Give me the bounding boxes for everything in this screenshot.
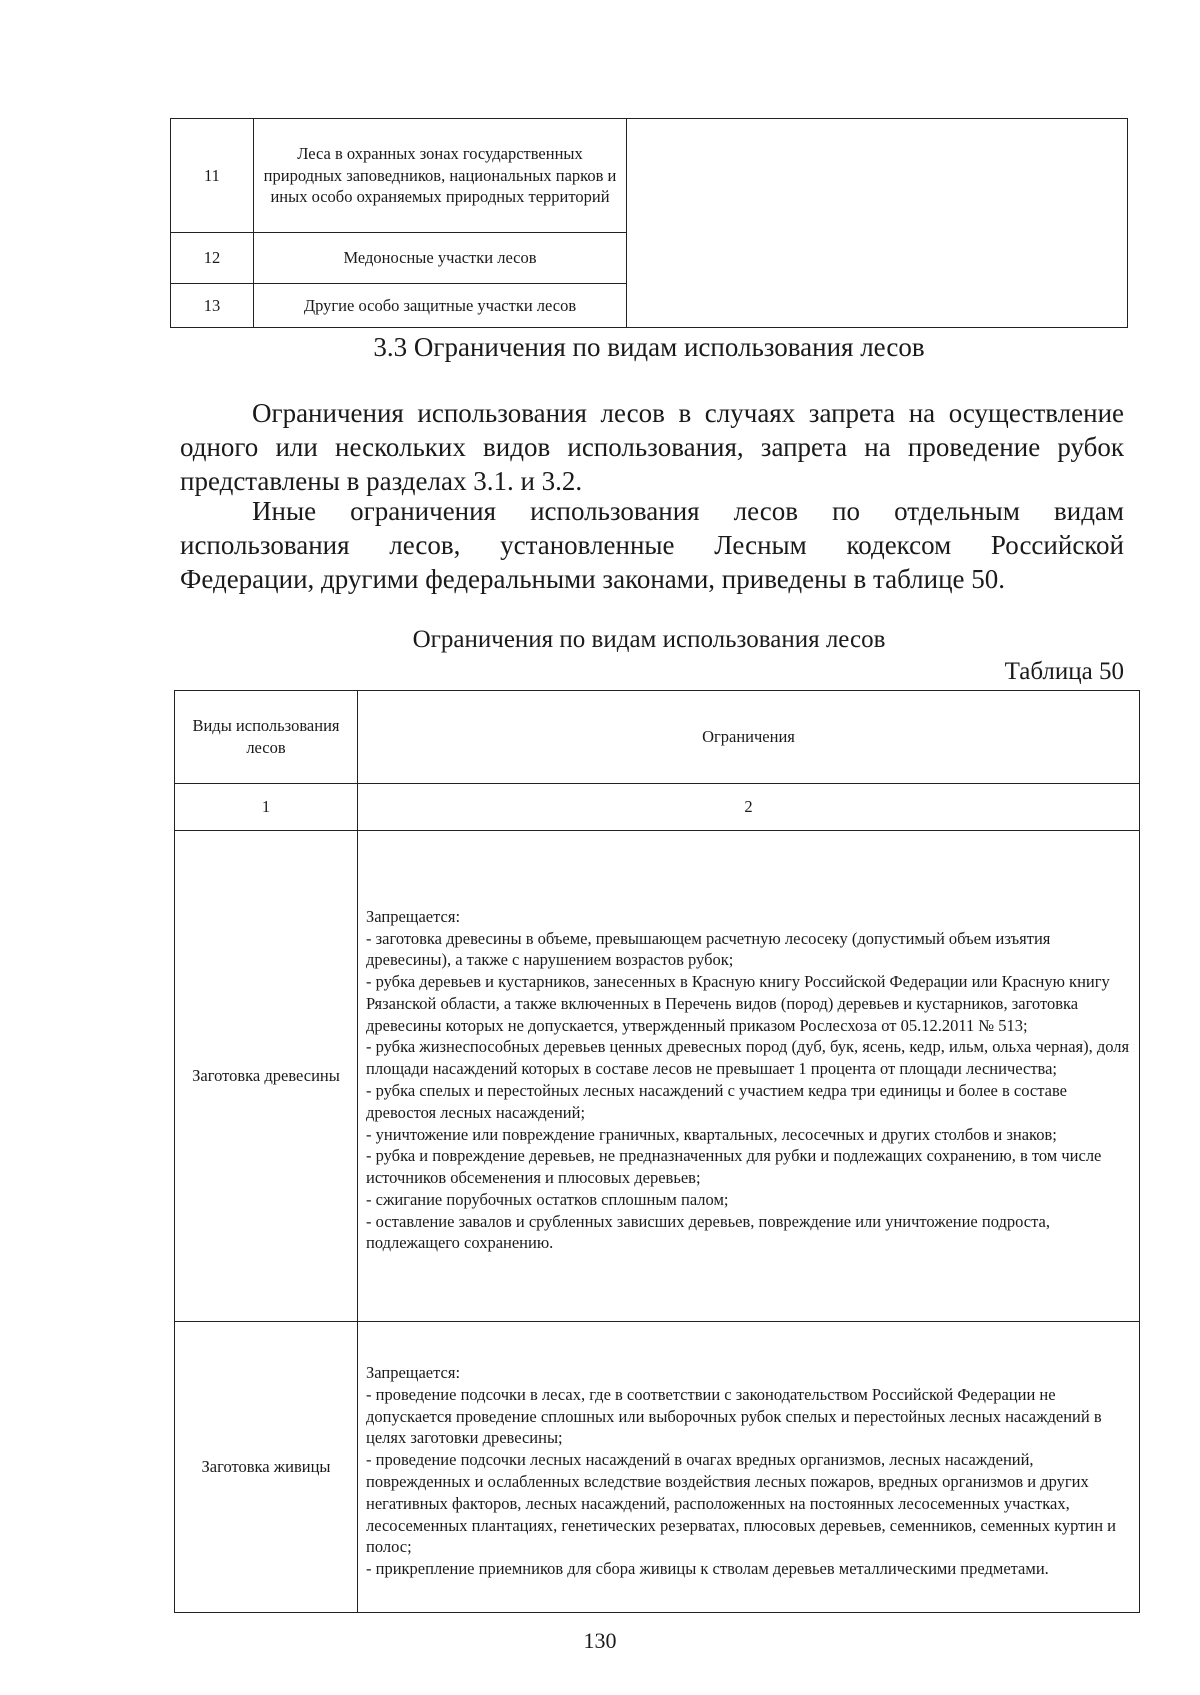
usage-kind: Заготовка древесины: [175, 831, 358, 1322]
table-row: [175, 1322, 1140, 1613]
restriction-line: - рубка деревьев и кустарников, занесенных в Красную книгу Российской Федерации или Красную книгу Рязанской области, а также включенных в Перечень видов (пород) деревьев и кустарников, заготовка древесины которых не допускается, утвержденный приказом Рослесхоза от 05.12.2011 № 513;: [366, 972, 1110, 1035]
restriction-line: - рубка жизнеспособных деревьев ценных древесных пород (дуб, бук, ясень, кедр, ильм, ольха черная), доля площади насаждений которых в составе лесов не превышает 1 процента от площади лесничества;: [366, 1037, 1130, 1079]
empty-cell: [627, 119, 1128, 328]
restriction-line: - прикрепление приемников для сбора живицы к стволам деревьев металлическими предметами.: [366, 1559, 1049, 1579]
paragraph-line: использования лесов, установленные Лесным кодексом Российской: [180, 530, 1124, 560]
restriction-line: - сжигание порубочных остатков сплошным палом;: [366, 1189, 729, 1209]
row-number: 12: [171, 233, 254, 284]
paragraph-line: одного или нескольких видов использования, запрета на проведение рубок: [180, 432, 1124, 462]
table-caption: Ограничения по видам использования лесов: [412, 626, 886, 653]
table-header-row: [175, 691, 1140, 784]
table-numbering-row: [175, 784, 1140, 831]
paragraph-other-restrictions: [180, 494, 1124, 596]
restriction-line: - заготовка древесины в объеме, превышающем расчетную лесосеку (допустимый объем изъятия древесины), а также с нарушением возрастов рубок;: [366, 928, 1051, 970]
paragraph-line: представлены в разделах 3.1. и 3.2.: [180, 466, 583, 496]
protected-areas-table: [170, 118, 1128, 328]
header-kind: Виды использования лесов: [175, 691, 358, 784]
restriction-line: - рубка спелых и перестойных лесных насаждений с участием кедра три единицы и более в составе древостоя лесных насаждений;: [366, 1081, 1067, 1122]
restriction-line: - рубка и повреждение деревьев, не предназначенных для рубки и подлежащих сохранению, в том числе источников обсеменения и плюсовых деревьев;: [366, 1146, 1102, 1188]
table-row: [175, 831, 1140, 1322]
row-name: Леса в охранных зонах государственных природных заповедников, национальных парков и иных особо охраняемых природных территорий: [254, 119, 627, 233]
restriction-line: Запрещается:: [366, 906, 461, 926]
row-number: 13: [171, 283, 254, 327]
column-number: 1: [175, 784, 358, 831]
page-number: 130: [583, 1628, 617, 1653]
restrictions-cell: [358, 1322, 1140, 1613]
restriction-line: - проведение подсочки в лесах, где в соответствии с законодательством Российской Федерации не допускается проведение сплошных или выборочных рубок спелых и перестойных лесных насаждений в целях заготовки древесины;: [366, 1384, 1102, 1448]
row-number: 11: [171, 119, 254, 233]
restriction-line: Запрещается:: [366, 1363, 461, 1383]
restriction-line: - уничтожение или повреждение граничных, квартальных, лесосечных и других столбов и знаков;: [366, 1124, 1057, 1144]
restriction-line: - оставление завалов и срубленных зависших деревьев, повреждение или уничтожение подроста, подлежащего сохранению.: [366, 1211, 1050, 1253]
restrictions-table: [174, 690, 1140, 1613]
column-number: 2: [358, 784, 1140, 831]
restrictions-cell: [358, 831, 1140, 1322]
row-name: Другие особо защитные участки лесов: [254, 283, 627, 327]
header-restrictions: Ограничения: [358, 691, 1140, 784]
restriction-line: - проведение подсочки лесных насаждений в очагах вредных организмов, лесных насаждений, поврежденных и ослабленных вследствие воздействия лесных пожаров, вредных организмов и других негативных факторов, лесных насаждений, расположенных на постоянных лесосеменных участках, лесосеменных плантациях, генетических резерватах, плюсовых деревьев, семенников, семенных куртин и полос;: [366, 1450, 1116, 1557]
paragraph-line: Ограничения использования лесов в случаях запрета на осуществление: [252, 398, 1124, 428]
table-row: [171, 119, 1128, 233]
paragraph-line: Иные ограничения использования лесов по отдельным видам: [252, 496, 1124, 526]
section-title: 3.3 Ограничения по видам использования лесов: [373, 332, 925, 362]
row-name: Медоносные участки лесов: [254, 233, 627, 284]
usage-kind: Заготовка живицы: [175, 1322, 358, 1613]
paragraph-restrictions: [180, 396, 1124, 498]
paragraph-line: Федерации, другими федеральными законами, приведены в таблице 50.: [180, 564, 1006, 594]
table-number: Таблица 50: [1004, 658, 1124, 685]
